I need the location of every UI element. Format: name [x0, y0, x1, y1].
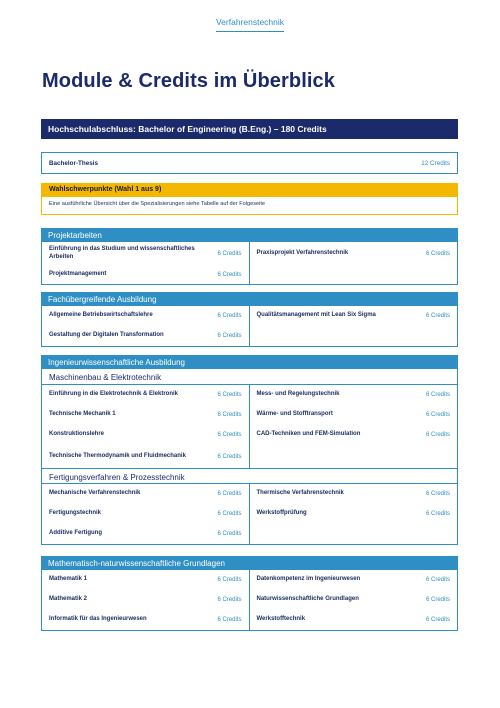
module-row-empty [250, 265, 458, 284]
section-ingenieurwissenschaftlich [41, 355, 458, 545]
section-title: Fachübergreifende Ausbildung [42, 293, 457, 306]
module-credits: 6 Credits [217, 432, 242, 438]
wahlschwerpunkte-text: Eine ausführliche Übersicht über die Spezialisierungen siehe Tabelle auf der Folgeseite [49, 201, 266, 207]
program-label-text: Verfahrenstechnik [216, 17, 284, 32]
module-row [42, 445, 250, 468]
module-name: Mess- und Regelungstechnik [256, 391, 340, 398]
module-credits: 6 Credits [425, 577, 450, 583]
module-name: Praxisprojekt Verfahrenstechnik [256, 249, 349, 256]
module-credits: 6 Credits [217, 412, 242, 418]
module-row-empty [250, 326, 458, 346]
section-title: Mathematisch-naturwissenschaftliche Grundlagen [42, 557, 457, 570]
module-row [250, 484, 458, 504]
module-row [42, 242, 250, 265]
module-name: CAD-Techniken und FEM-Simulation [256, 431, 361, 438]
section-title: Ingenieurwissenschaftliche Ausbildung [42, 356, 457, 369]
module-row [42, 484, 250, 504]
section-fachuebergreifend [41, 292, 458, 347]
module-credits: 6 Credits [217, 511, 242, 517]
module-row [250, 425, 458, 445]
module-row [42, 570, 250, 590]
wahlschwerpunkte-title: Wahlschwerpunkte (Wahl 1 aus 9) [42, 184, 457, 197]
module-name: Fertigungstechnik [49, 510, 102, 517]
subsection-title-fertigung: Fertigungsverfahren & Prozesstechnik [42, 468, 457, 484]
module-credits: 6 Credits [425, 432, 450, 438]
module-credits: 6 Credits [425, 412, 450, 418]
module-credits: 6 Credits [217, 531, 242, 537]
thesis-credits: 12 Credits [421, 159, 450, 167]
module-name: Konstruktionslehre [49, 431, 105, 438]
module-name: Allgemeine Betriebswirtschaftslehre [49, 312, 153, 319]
thesis-name: Bachelor-Thesis [49, 159, 98, 167]
page-title: Module & Credits im Überblick [42, 70, 335, 92]
module-row [42, 590, 250, 610]
section-mathematik [41, 556, 458, 631]
module-row [250, 242, 458, 265]
module-credits: 6 Credits [217, 617, 242, 623]
module-row [250, 385, 458, 405]
module-credits: 6 Credits [217, 250, 242, 257]
module-name: Werkstoffprüfung [256, 510, 307, 517]
module-name: Gestaltung der Digitalen Transformation [49, 332, 164, 339]
module-credits: 6 Credits [217, 597, 242, 603]
module-name: Thermische Verfahrenstechnik [256, 490, 344, 497]
module-name: Mathematik 1 [49, 576, 88, 583]
program-label [0, 17, 500, 32]
module-row [42, 306, 250, 326]
module-row [250, 504, 458, 524]
module-credits: 6 Credits [217, 333, 242, 339]
module-name: Datenkompetenz im Ingenieurwesen [256, 576, 361, 583]
module-credits: 6 Credits [217, 313, 242, 319]
module-credits: 6 Credits [425, 313, 450, 319]
module-name: Mechanische Verfahrenstechnik [49, 490, 141, 497]
module-row [42, 425, 250, 445]
degree-banner: Hochschulabschluss: Bachelor of Engineering (B.Eng.) – 180 Credits [41, 119, 458, 139]
module-row [250, 590, 458, 610]
section-projektarbeiten [41, 228, 458, 285]
module-name: Mathematik 2 [49, 596, 88, 603]
module-name: Qualitätsmanagement mit Lean Six Sigma [256, 312, 376, 319]
module-row [42, 265, 250, 284]
module-row [250, 610, 458, 630]
module-row [42, 504, 250, 524]
module-credits: 6 Credits [217, 453, 242, 460]
module-row [250, 306, 458, 326]
module-name: Projektmanagement [49, 270, 107, 277]
module-credits: 6 Credits [425, 617, 450, 623]
subsection-title-maschinenbau: Maschinenbau & Elektrotechnik [42, 369, 457, 385]
module-name: Technische Thermodynamik und Fluidmechanik [49, 452, 186, 459]
module-row [42, 405, 250, 425]
module-name: Naturwissenschaftliche Grundlagen [256, 596, 359, 603]
module-row [42, 524, 250, 544]
module-credits: 6 Credits [217, 491, 242, 497]
module-name: Wärme- und Stofftransport [256, 411, 333, 418]
module-name: Technische Mechanik 1 [49, 411, 116, 418]
module-credits: 6 Credits [425, 597, 450, 603]
module-credits: 6 Credits [425, 250, 450, 257]
module-name: Informatik für das Ingenieurwesen [49, 616, 147, 623]
wahlschwerpunkte-box [41, 183, 458, 215]
module-row-empty [250, 524, 458, 544]
section-title: Projektarbeiten [42, 229, 457, 242]
module-row [250, 405, 458, 425]
module-credits: 6 Credits [217, 392, 242, 398]
module-credits: 6 Credits [217, 271, 242, 278]
module-row [42, 326, 250, 346]
module-name: Einführung in die Elektrotechnik & Elektronik [49, 391, 179, 398]
module-row [250, 570, 458, 590]
module-credits: 6 Credits [425, 491, 450, 497]
module-name: Additive Fertigung [49, 530, 102, 537]
module-name: Werkstofftechnik [256, 616, 306, 623]
module-row-empty [250, 445, 458, 468]
module-row [42, 385, 250, 405]
module-credits: 6 Credits [425, 511, 450, 517]
module-row [42, 610, 250, 630]
thesis-row [41, 152, 458, 174]
module-name: Einführung in das Studium und wissenschaftliches Arbeiten [49, 246, 195, 260]
module-credits: 6 Credits [217, 577, 242, 583]
module-credits: 6 Credits [425, 392, 450, 398]
